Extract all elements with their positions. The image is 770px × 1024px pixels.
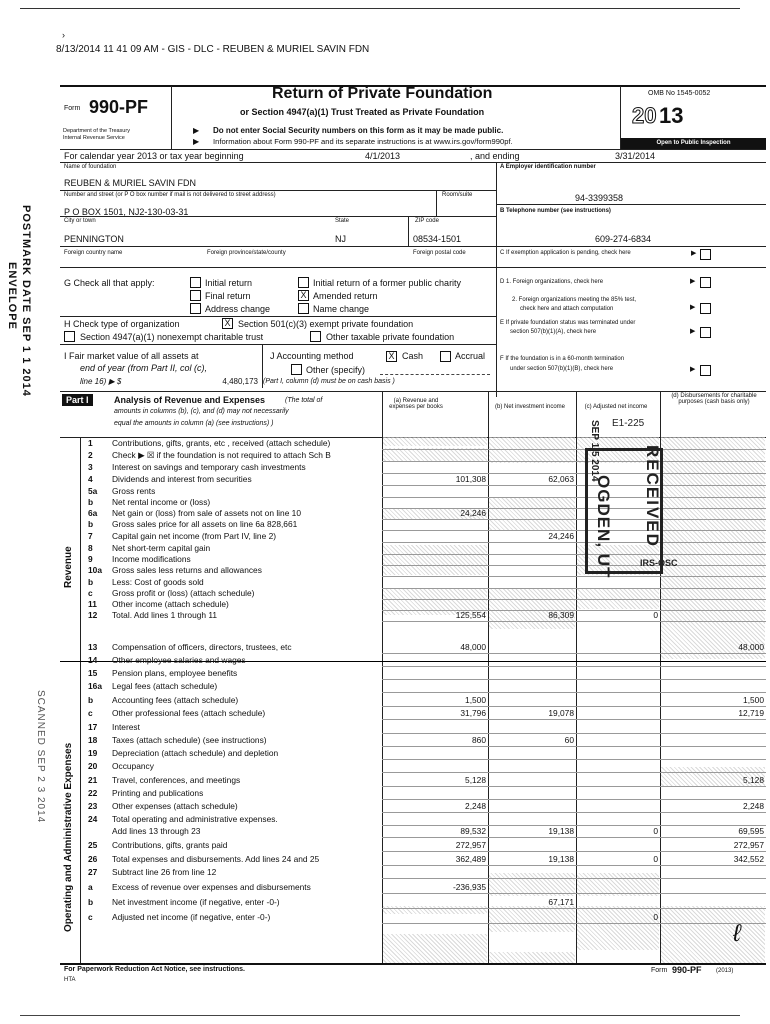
line-description: Capital gain net income (from Part IV, line 2) <box>112 531 277 541</box>
final-return-label: Final return <box>205 291 251 301</box>
row-rule <box>382 893 766 894</box>
row-rule <box>382 923 766 924</box>
row-rule <box>382 679 766 680</box>
part1-title: Analysis of Revenue and Expenses <box>114 395 266 405</box>
col-b-value[interactable]: 67,171 <box>548 897 574 907</box>
final-return-checkbox[interactable] <box>190 290 201 301</box>
street-label: Number and street (or P O box number if mail is not delivered to street address) <box>64 192 276 198</box>
line-number: 1 <box>88 438 93 448</box>
signature-mark: ℓ <box>733 920 741 947</box>
table-row <box>60 722 766 733</box>
phone-label: B Telephone number (see instructions) <box>500 208 611 214</box>
row-rule <box>382 865 766 866</box>
bottom-rule <box>20 1015 740 1016</box>
row-rule <box>382 878 766 879</box>
phone-value: 609-274-6834 <box>595 234 652 244</box>
cash-label: Cash <box>402 351 424 361</box>
dept-line1: Department of the Treasury <box>63 128 130 134</box>
state-value: NJ <box>335 234 346 244</box>
line-number: 26 <box>88 854 98 864</box>
line-description: Dividends and interest from securities <box>112 474 252 484</box>
row-rule <box>382 851 766 852</box>
col-d-value[interactable]: 272,957 <box>733 840 764 850</box>
col-d-value[interactable]: 1,500 <box>743 695 764 705</box>
initial-former-checkbox[interactable] <box>298 277 309 288</box>
d2-line2: check here and attach computation <box>520 306 614 312</box>
expenses-side-label: Operating and Administrative Expenses <box>63 742 74 932</box>
line-description: Check ▶ ☒ if the foundation is not required to attach Sch B <box>112 450 331 460</box>
address-change-checkbox[interactable] <box>190 303 201 314</box>
col-c-value[interactable]: 0 <box>653 826 658 836</box>
ein-value: 94-3399358 <box>575 193 624 203</box>
table-row <box>60 681 766 692</box>
line-number: 3 <box>88 462 93 472</box>
line-description: Net rental income or (loss) <box>112 497 211 507</box>
initial-former-label: Initial return of a former public charity <box>313 278 462 288</box>
table-row <box>60 814 766 825</box>
amended-return-checkbox[interactable]: X <box>298 290 309 301</box>
table-bottom-rule <box>60 963 766 965</box>
col-b-value[interactable]: 24,246 <box>548 531 574 541</box>
line-description: Adjusted net income (if negative, enter -0-) <box>112 912 271 922</box>
d2-checkbox[interactable] <box>700 303 711 314</box>
table-row <box>60 801 766 812</box>
part1-note3: equal the amounts in column (a) (see instructions) ) <box>114 420 274 427</box>
col-b-value[interactable]: 60 <box>564 735 574 745</box>
line-description: Gross rents <box>112 486 156 496</box>
f-line2: under section 507(b)(1)(B), check here <box>510 366 614 372</box>
table-row <box>60 826 766 837</box>
501c3-checkbox[interactable]: X <box>222 318 233 329</box>
line-number: b <box>88 519 94 529</box>
col-a-value[interactable]: 5,128 <box>465 775 486 785</box>
footer-form-number: 990-PF <box>672 965 702 975</box>
foreign-country-label: Foreign country name <box>64 250 123 256</box>
table-row <box>60 735 766 746</box>
header-left-divider <box>171 86 172 149</box>
footer-notice: For Paperwork Reduction Act Notice, see instructions. <box>64 966 245 973</box>
f-line1: F If the foundation is in a 60-month termination <box>500 356 625 362</box>
table-row <box>60 655 766 666</box>
col-b-header: (b) Net investment income <box>494 404 566 410</box>
row-rule <box>382 746 766 747</box>
d2-line1: 2. Foreign organizations meeting the 85% test, <box>512 297 637 303</box>
line-description: Occupancy <box>112 761 154 771</box>
line-number: 25 <box>88 840 98 850</box>
table-row <box>60 577 766 588</box>
col-d-value[interactable]: 342,552 <box>733 854 764 864</box>
received-stamp: RECEIVED <box>643 445 662 548</box>
line-number: 13 <box>88 642 98 652</box>
col-c-value[interactable]: 0 <box>653 912 658 922</box>
city-value: PENNINGTON <box>64 234 124 244</box>
e1-stamp: E1-225 <box>612 418 645 429</box>
4947-checkbox[interactable] <box>64 331 75 342</box>
line-description: Gross profit or (loss) (attach schedule) <box>112 588 255 598</box>
tax-year-begin: 4/1/2013 <box>365 151 401 161</box>
tax-year-end: 3/31/2014 <box>615 151 656 161</box>
i-line2: end of year (from Part II, col (c), <box>80 363 208 373</box>
col-b-value[interactable]: 62,063 <box>548 474 574 484</box>
line-description: Other expenses (attach schedule) <box>112 801 238 811</box>
form-word: Form <box>64 105 81 112</box>
sep-stamp: SEP 1 5 2014 <box>589 420 600 482</box>
col-d-header: (d) Disbursements for charitable purposes (cash basis only) <box>671 393 757 405</box>
row-rule <box>382 837 766 838</box>
line-number: 24 <box>88 814 98 824</box>
col-a-value[interactable]: -236,935 <box>452 882 486 892</box>
col-a-header: (a) Revenue and expenses per books <box>389 398 443 410</box>
header-bottom-rule <box>60 149 766 150</box>
amended-return-label: Amended return <box>313 291 378 301</box>
col-d-value[interactable]: 5,128 <box>743 775 764 785</box>
line-description: Interest on savings and temporary cash investments <box>112 462 306 472</box>
line-number: 19 <box>88 748 98 758</box>
line-description: Net gain or (loss) from sale of assets not on line 10 <box>112 508 301 518</box>
row-rule <box>382 666 766 667</box>
line-description: Gross sales price for all assets on line 6a 828,661 <box>112 519 298 529</box>
f-checkbox[interactable] <box>700 365 711 376</box>
line-description: Interest <box>112 722 140 732</box>
line-description: Income modifications <box>112 554 191 564</box>
table-row <box>60 708 766 719</box>
col-a-value[interactable]: 860 <box>472 735 486 745</box>
rule <box>60 246 766 247</box>
col-d-value[interactable]: 12,719 <box>738 708 764 718</box>
name-block-divider <box>496 162 497 267</box>
line-number: 5a <box>88 486 98 496</box>
line-number: b <box>88 497 94 507</box>
line-number: 11 <box>88 599 97 609</box>
j-label: J Accounting method <box>270 351 354 361</box>
col-d-value[interactable]: 2,248 <box>743 801 764 811</box>
room-label: Room/suite <box>442 192 473 198</box>
table-row <box>60 642 766 653</box>
accrual-label: Accrual <box>455 351 486 361</box>
col-c-value[interactable]: 0 <box>653 854 658 864</box>
instruction-ssn: Do not enter Social Security numbers on this form as it may be made public. <box>213 126 504 135</box>
c-checkbox[interactable] <box>700 249 711 260</box>
envelope-stamp: ENVELOPE <box>6 262 18 330</box>
footer-year: (2013) <box>716 968 734 974</box>
col-a-value[interactable]: 125,554 <box>455 610 486 620</box>
table-row <box>60 788 766 799</box>
omb-number: OMB No 1545-0052 <box>648 90 711 97</box>
line-description: Excess of revenue over expenses and disbursements <box>112 882 311 892</box>
rule <box>60 344 496 345</box>
address-change-label: Address change <box>205 304 271 314</box>
line-number: b <box>88 695 94 705</box>
col-b-value[interactable]: 19,138 <box>548 854 574 864</box>
line-description: Other employee salaries and wages <box>112 655 246 665</box>
col-c-value[interactable]: 0 <box>653 610 658 620</box>
line-number: 27 <box>88 867 98 877</box>
line-description: Contributions, gifts, grants, etc , received (attach schedule) <box>112 438 331 448</box>
table-row <box>60 599 766 610</box>
rule <box>60 316 496 317</box>
line-number: c <box>88 912 93 922</box>
line-number: 8 <box>88 543 93 553</box>
g-label: G Check all that apply: <box>64 278 155 288</box>
row-rule <box>382 719 766 720</box>
line-number: 6a <box>88 508 98 518</box>
and-ending-label: , and ending <box>470 151 520 161</box>
col-b-value[interactable]: 86,309 <box>548 610 574 620</box>
ghij-divider <box>496 267 497 397</box>
postmark-stamp: POSTMARK DATE SEP 1 1 2014 <box>20 205 32 397</box>
line-description: Less: Cost of goods sold <box>112 577 204 587</box>
line-description: Depreciation (attach schedule) and depletion <box>112 748 279 758</box>
row-rule <box>382 772 766 773</box>
table-row <box>60 695 766 706</box>
e-line2: section 507(b)(1)(A), check here <box>510 329 597 335</box>
name-change-checkbox[interactable] <box>298 303 309 314</box>
footer-hta: HTA <box>64 977 76 983</box>
foundation-name: REUBEN & MURIEL SAVIN FDN <box>64 178 197 188</box>
line-description: Taxes (attach schedule) (see instructions) <box>112 735 267 745</box>
line-description: Travel, conferences, and meetings <box>112 775 241 785</box>
line-number: 14 <box>88 655 98 665</box>
foreign-postal-label: Foreign postal code <box>413 250 466 256</box>
part1-tag: Part I <box>62 394 93 406</box>
street-address: P O BOX 1501, NJ2-130-03-31 <box>64 207 189 217</box>
line-number: 9 <box>88 554 93 564</box>
col-d-value[interactable]: 48,000 <box>738 642 764 652</box>
ein-label: A Employer identification number <box>500 164 596 170</box>
line-description: Other income (attach schedule) <box>112 599 229 609</box>
revenue-side-label: Revenue <box>63 546 74 588</box>
4947-label: Section 4947(a)(1) nonexempt charitable trust <box>80 332 264 342</box>
fmv-value: 4,480,173 <box>222 377 258 386</box>
line-description: Total expenses and disbursements. Add lines 24 and 25 <box>112 854 320 864</box>
initial-return-checkbox[interactable] <box>190 277 201 288</box>
line-description: Contributions, gifts, grants paid <box>112 840 228 850</box>
line-description: Total operating and administrative expenses. <box>112 814 278 824</box>
line-number: c <box>88 588 93 598</box>
calendar-label: For calendar year 2013 or tax year beginning <box>64 151 244 161</box>
line-number: a <box>88 882 93 892</box>
table-row <box>60 775 766 786</box>
line-number: b <box>88 897 94 907</box>
col-a-value[interactable]: 362,489 <box>455 854 486 864</box>
line-number: 12 <box>88 610 98 620</box>
col-a-value[interactable]: 89,532 <box>460 826 486 836</box>
other-taxable-checkbox[interactable] <box>310 331 321 342</box>
line-description: Add lines 13 through 23 <box>112 826 201 836</box>
col-d-value[interactable]: 69,595 <box>738 826 764 836</box>
room-divider <box>436 190 437 216</box>
table-row <box>60 840 766 851</box>
line-number: 20 <box>88 761 98 771</box>
instruction-info: Information about Form 990-PF and its separate instructions is at www.irs.gov/form990pf. <box>213 137 513 146</box>
line-description: Total. Add lines 1 through 11 <box>112 610 218 620</box>
other-method-label: Other (specify) <box>306 365 366 375</box>
i-line3: line 16) ▶ $ <box>80 377 122 386</box>
row-rule <box>382 692 766 693</box>
line-description: Accounting fees (attach schedule) <box>112 695 239 705</box>
row-rule <box>382 621 766 622</box>
line-description: Printing and publications <box>112 788 204 798</box>
open-inspection-badge: Open to Public Inspection <box>621 138 766 149</box>
name-change-label: Name change <box>313 304 370 314</box>
dept-line2: Internal Revenue Service <box>63 135 125 141</box>
d1-label: D 1. Foreign organizations, check here <box>500 279 604 285</box>
line-number: 10a <box>88 565 102 575</box>
zip-divider <box>408 216 409 246</box>
line-description: Net short-term capital gain <box>112 543 211 553</box>
c-label: C If exemption application is pending, check here <box>500 250 631 256</box>
irs-osc-stamp: IRS-OSC <box>640 558 678 568</box>
line-number: 18 <box>88 735 98 745</box>
rule <box>60 267 766 268</box>
e-line1: E If private foundation status was terminated under <box>500 320 636 326</box>
h-label: H Check type of organization <box>64 319 180 329</box>
initial-return-label: Initial return <box>205 278 253 288</box>
rule <box>60 216 496 217</box>
col-a-value[interactable]: 48,000 <box>460 642 486 652</box>
line-number: c <box>88 708 93 718</box>
table-row <box>60 610 766 621</box>
line-number: 7 <box>88 531 93 541</box>
year-outline: 20 <box>632 103 657 128</box>
col-c-header: (c) Adjusted net income <box>584 404 648 410</box>
other-method-checkbox[interactable] <box>291 364 302 375</box>
table-row <box>60 882 766 893</box>
line-description: Subtract line 26 from line 12 <box>112 867 217 877</box>
line-number: b <box>88 577 94 587</box>
form-subtitle: or Section 4947(a)(1) Trust Treated as Private Foundation <box>240 107 485 117</box>
table-row <box>60 897 766 908</box>
footer-form-word: Form <box>651 967 668 974</box>
zip-label: ZIP code <box>415 218 439 224</box>
table-row <box>60 912 766 923</box>
name-label: Name of foundation <box>64 164 117 170</box>
cash-checkbox[interactable]: X <box>386 351 397 362</box>
state-label: State <box>335 218 350 224</box>
row-rule <box>382 733 766 734</box>
row-rule <box>382 786 766 787</box>
top-rule <box>20 8 740 9</box>
form-title: Return of Private Foundation <box>272 85 493 102</box>
line-description: Gross sales less returns and allowances <box>112 565 262 575</box>
col-a-value[interactable]: 272,957 <box>455 840 486 850</box>
zip-value: 08534-1501 <box>413 234 462 244</box>
j-note: (Part I, column (d) must be on cash basis ) <box>263 378 395 385</box>
line-number: 4 <box>88 474 93 484</box>
line-description: Pension plans, employee benefits <box>112 668 238 678</box>
line-number: 15 <box>88 668 98 678</box>
rule <box>60 162 766 163</box>
row-rule <box>382 706 766 707</box>
table-row <box>60 668 766 679</box>
header-line: 8/13/2014 11 41 09 AM - GIS - DLC - REUBEN & MURIEL SAVIN FDN <box>56 44 370 55</box>
col-a-value[interactable]: 31,796 <box>460 708 486 718</box>
col-a-value[interactable]: 24,246 <box>460 508 486 518</box>
d1-checkbox[interactable] <box>700 277 711 288</box>
other-taxable-label: Other taxable private foundation <box>326 332 455 342</box>
year-bold: 13 <box>659 103 684 128</box>
rule <box>496 204 766 205</box>
scanned-stamp: SCANNED SEP 2 3 2014 <box>35 690 46 824</box>
col-a-value[interactable]: 101,308 <box>455 474 486 484</box>
row-rule <box>382 759 766 760</box>
row-rule <box>382 653 766 654</box>
table-row <box>60 867 766 878</box>
line-description: Net investment income (if negative, enter -0-) <box>112 897 280 907</box>
i-line1: I Fair market value of all assets at <box>64 351 199 361</box>
line-description: Other professional fees (attach schedule) <box>112 708 266 718</box>
tick-mark: › <box>62 30 65 40</box>
part1-note2: amounts in columns (b), (c), and (d) may not necessarily <box>114 408 289 415</box>
table-row <box>60 854 766 865</box>
row-rule <box>382 812 766 813</box>
col-a-value[interactable]: 1,500 <box>465 695 486 705</box>
table-row <box>60 748 766 759</box>
line-number: 23 <box>88 801 98 811</box>
row-rule <box>382 908 766 909</box>
row-rule <box>382 799 766 800</box>
rule <box>60 190 496 191</box>
table-row <box>60 588 766 599</box>
city-label: City or town <box>64 218 96 224</box>
line-number: 22 <box>88 788 98 798</box>
table-row <box>60 761 766 772</box>
col-a-value[interactable]: 2,248 <box>465 801 486 811</box>
line-number: 17 <box>88 722 98 732</box>
line-number: 16a <box>88 681 102 691</box>
line-number: 2 <box>88 450 93 460</box>
foreign-province-label: Foreign province/state/county <box>207 250 286 256</box>
line-number: 21 <box>88 775 98 785</box>
line-description: Legal fees (attach schedule) <box>112 681 218 691</box>
ogden-stamp: OGDEN, UT <box>594 475 613 579</box>
form-number: 990-PF <box>89 97 149 117</box>
part1-title-note: (The total of <box>285 397 323 404</box>
col-b-value[interactable]: 19,138 <box>548 826 574 836</box>
accrual-checkbox[interactable] <box>440 351 451 362</box>
501c3-label: Section 501(c)(3) exempt private foundation <box>238 319 414 329</box>
line-description: Compensation of officers, directors, trustees, etc <box>112 642 292 652</box>
e-checkbox[interactable] <box>700 327 711 338</box>
col-b-value[interactable]: 19,078 <box>548 708 574 718</box>
